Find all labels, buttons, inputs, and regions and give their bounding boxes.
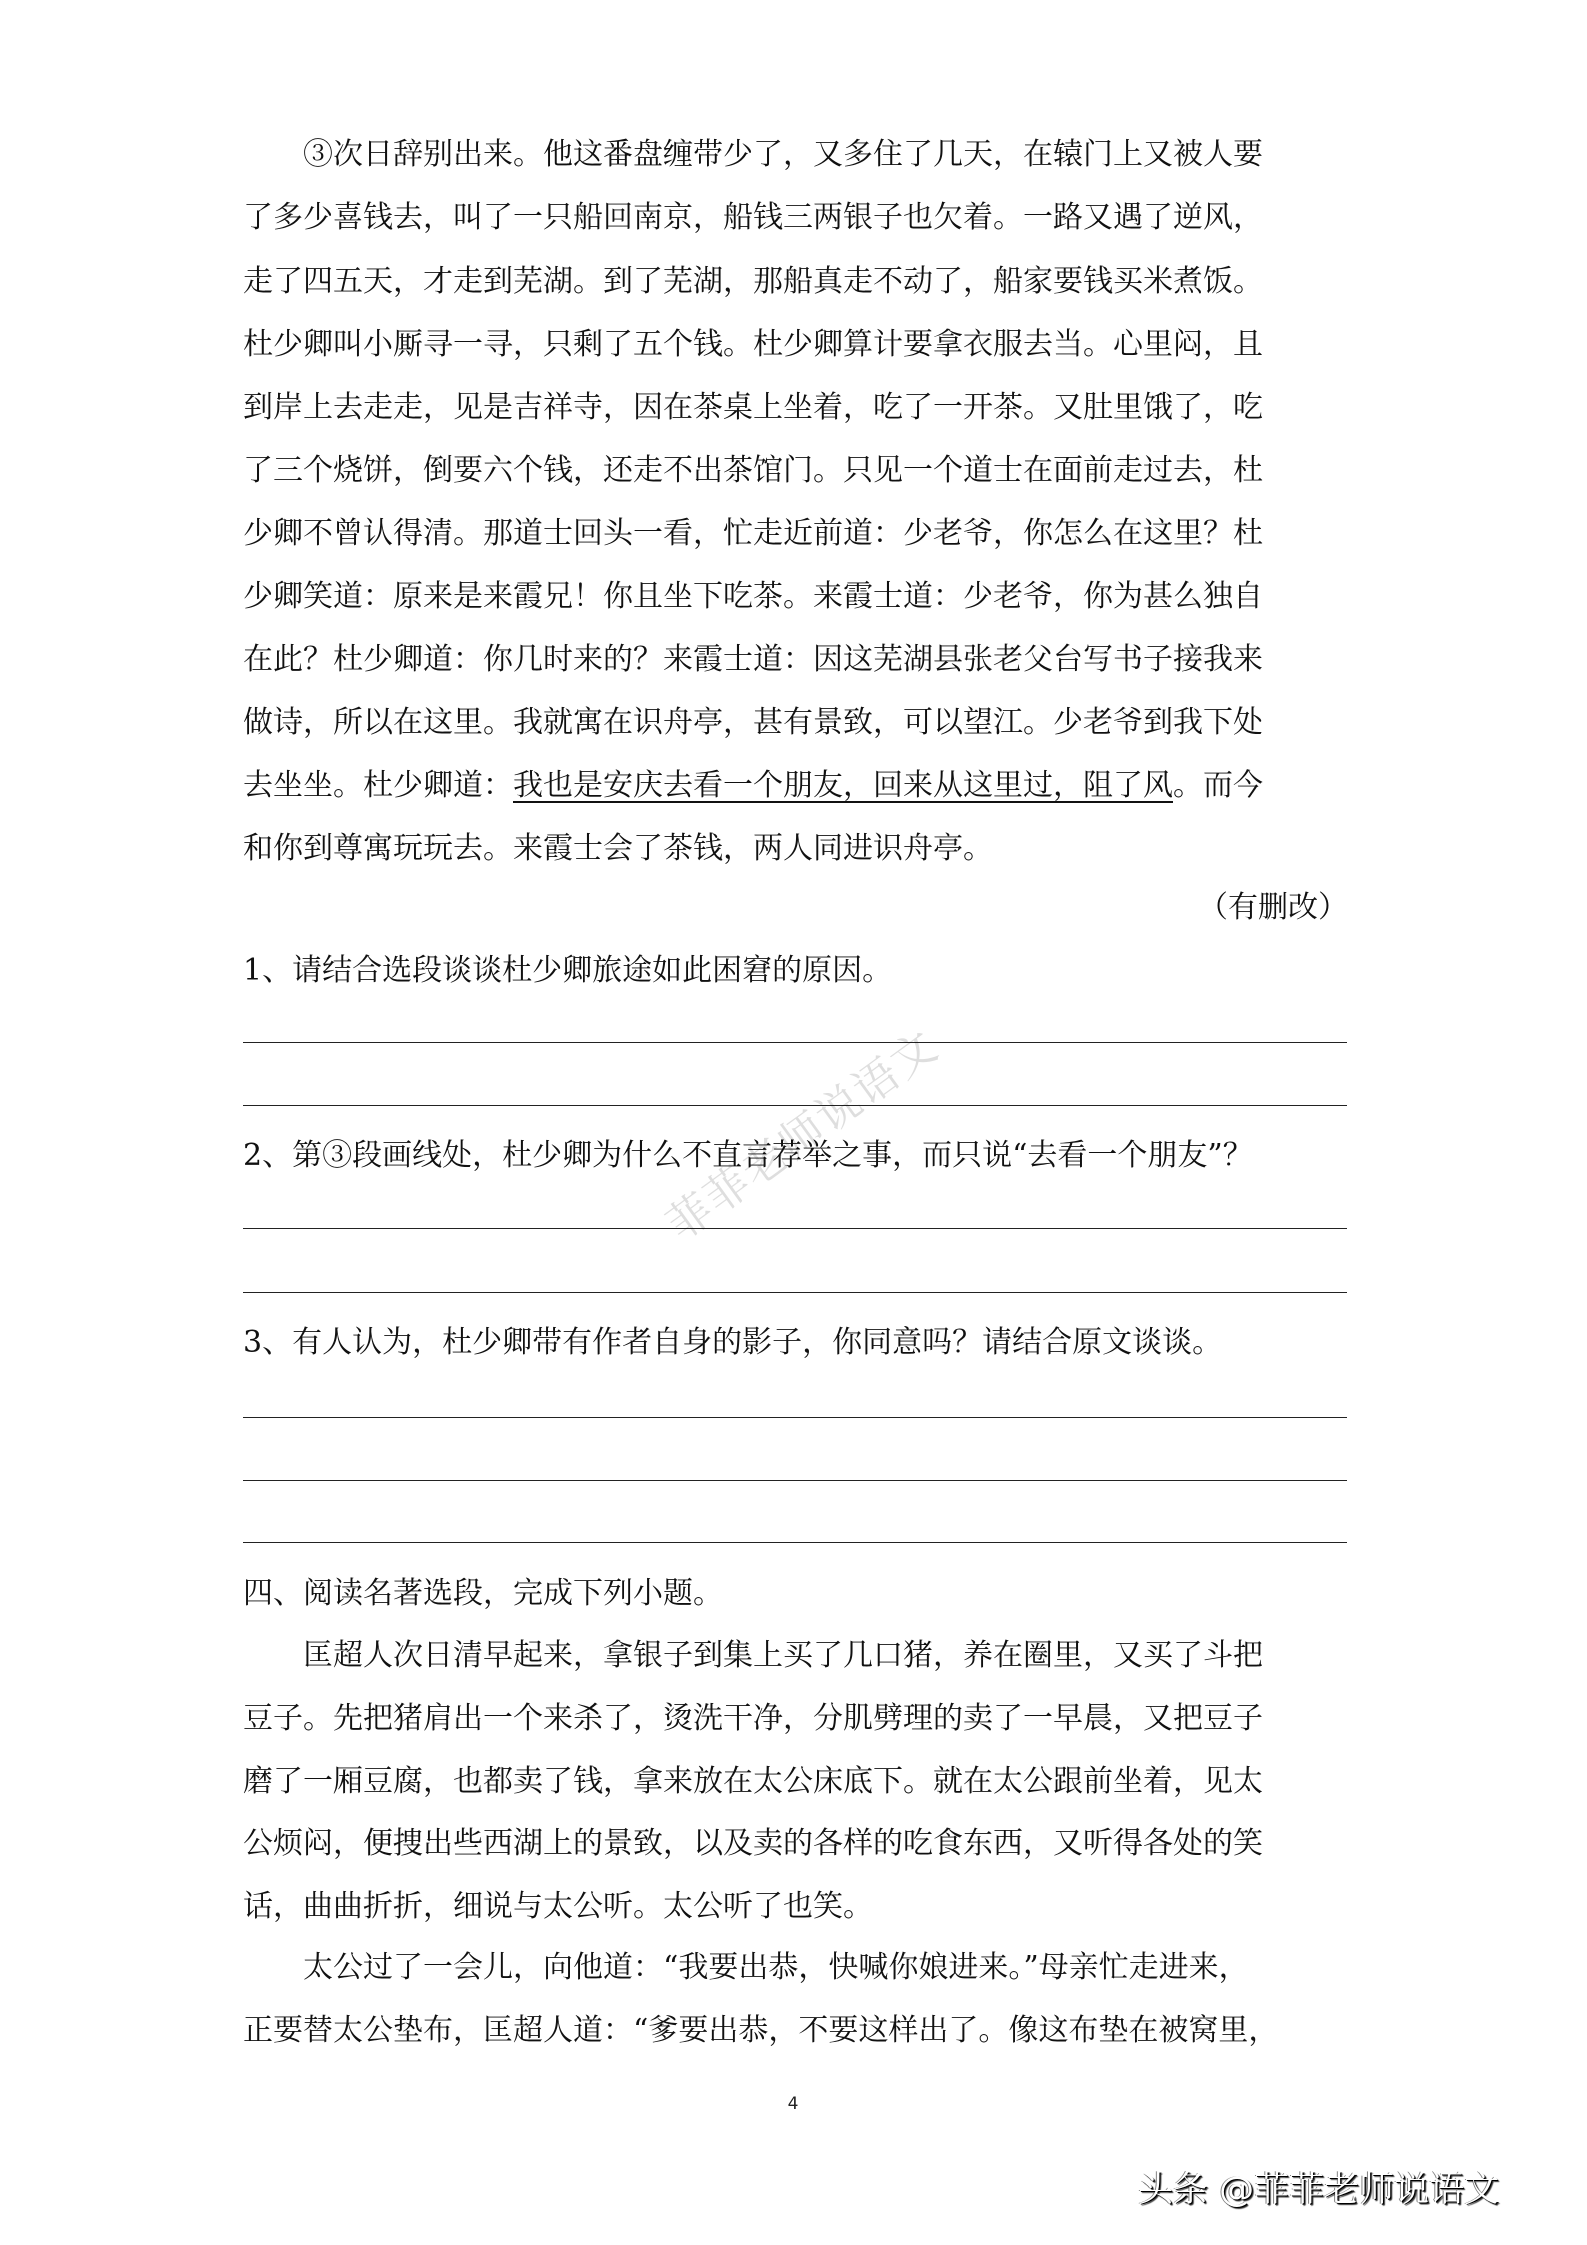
center-watermark: 菲菲老师说语文 — [657, 1020, 948, 1251]
passage-line: 正要替太公垫布，匡超人道：“爹要出恭，不要这样出了。像这布垫在被窝里， — [243, 2013, 1279, 2048]
passage-line: 在此？杜少卿道：你几时来的？来霞士道：因这芜湖县张老父台写书子接我来 — [243, 642, 1263, 677]
corner-watermark: 头条 @菲菲老师说语文 — [1138, 2170, 1500, 2210]
passage-line: 话，曲曲折折，细说与太公听。太公听了也笑。 — [243, 1889, 873, 1924]
section-heading: 四、阅读名著选段，完成下列小题。 — [243, 1576, 723, 1611]
question-3: 3、有人认为，杜少卿带有作者自身的影子，你同意吗？请结合原文谈谈。 — [243, 1325, 1223, 1360]
passage-line: ③次日辞别出来。他这番盘缠带少了，又多住了几天，在辕门上又被人要 — [303, 137, 1263, 172]
underlined-sentence: 我也是安庆去看一个朋友，回来从这里过，阻了风 — [513, 768, 1173, 803]
answer-line[interactable] — [243, 1417, 1347, 1418]
answer-line[interactable] — [243, 1542, 1347, 1543]
passage-line: 少卿笑道：原来是来霞兄！你且坐下吃茶。来霞士道：少老爷，你为甚么独自 — [243, 579, 1263, 614]
passage-line: 杜少卿叫小厮寻一寻，只剩了五个钱。杜少卿算计要拿衣服去当。心里闷，且 — [243, 327, 1263, 362]
passage-line: 了三个烧饼，倒要六个钱，还走不出茶馆门。只见一个道士在面前走过去，杜 — [243, 453, 1263, 488]
answer-line[interactable] — [243, 1228, 1347, 1229]
line-text: 。而今 — [1173, 768, 1263, 803]
answer-line[interactable] — [243, 1480, 1347, 1481]
passage-line: 少卿不曾认得清。那道士回头一看，忙走近前道：少老爷，你怎么在这里？杜 — [243, 516, 1263, 551]
passage-line: 到岸上去走走，见是吉祥寺，因在茶桌上坐着，吃了一开茶。又肚里饿了，吃 — [243, 390, 1263, 425]
passage-line: 了多少喜钱去，叫了一只船回南京，船钱三两银子也欠着。一路又遇了逆风， — [243, 200, 1263, 235]
page-number: 4 — [787, 2094, 799, 2114]
passage-line: 太公过了一会儿，向他道：“我要出恭，快喊你娘进来。”母亲忙走进来， — [303, 1950, 1249, 1985]
passage-line: 做诗，所以在这里。我就寓在识舟亭，甚有景致，可以望江。少老爷到我下处 — [243, 705, 1263, 740]
passage-line: 磨了一厢豆腐，也都卖了钱，拿来放在太公床底下。就在太公跟前坐着，见太 — [243, 1764, 1263, 1799]
question-1: 1、请结合选段谈谈杜少卿旅途如此困窘的原因。 — [243, 953, 893, 988]
answer-line[interactable] — [243, 1292, 1347, 1293]
passage-line: 匡超人次日清早起来，拿银子到集上买了几口猪，养在圈里，又买了斗把 — [303, 1638, 1263, 1673]
passage-line: 豆子。先把猪肩出一个来杀了，烫洗干净，分肌劈理的卖了一早晨，又把豆子 — [243, 1701, 1263, 1736]
passage-line: 和你到尊寓玩玩去。来霞士会了茶钱，两人同进识舟亭。 — [243, 831, 993, 866]
question-2: 2、第③段画线处，杜少卿为什么不直言荐举之事，而只说“去看一个朋友”？ — [243, 1138, 1253, 1173]
passage-line: 公烦闷，便捜出些西湖上的景致，以及卖的各样的吃食东西，又听得各处的笑 — [243, 1826, 1263, 1861]
passage-line-underlined — [243, 766, 1353, 806]
passage-line: 走了四五天，才走到芜湖。到了芜湖，那船真走不动了，船家要钱买米煮饭。 — [243, 264, 1263, 299]
line-text: 去坐坐。杜少卿道： — [243, 768, 513, 803]
source-note: （有删改） — [1198, 890, 1348, 925]
answer-line[interactable] — [243, 1042, 1347, 1043]
